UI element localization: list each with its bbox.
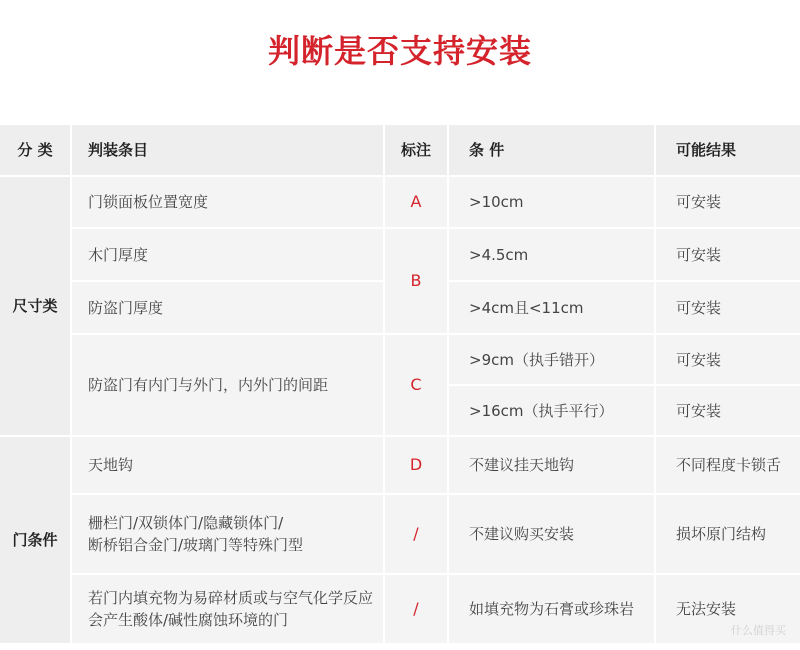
result-cell: 不同程度卡锁舌: [656, 437, 800, 493]
condition-cell: 如填充物为石膏或珍珠岩: [449, 575, 654, 643]
item-cell: 天地钩: [72, 437, 383, 493]
header-condition: 条 件: [449, 125, 654, 175]
page-title: 判断是否支持安装: [267, 32, 532, 70]
result-cell: 可安装: [656, 386, 800, 435]
header-result: 可能结果: [656, 125, 800, 175]
condition-cell: 不建议购买安装: [449, 495, 654, 573]
item-cell: 防盗门厚度: [72, 282, 383, 333]
mark-cell: C: [385, 335, 447, 435]
header-category: 分 类: [0, 125, 70, 175]
item-cell: 门锁面板位置宽度: [72, 177, 383, 227]
mark-cell: /: [385, 575, 447, 643]
mark-cell: D: [385, 437, 447, 493]
header-item: 判装条目: [72, 125, 383, 175]
mark-cell: /: [385, 495, 447, 573]
condition-cell: >4cm且<11cm: [449, 282, 654, 333]
item-cell: [72, 575, 383, 643]
item-line: 断桥铝合金门/玻璃门等特殊门型: [88, 536, 304, 554]
condition-cell: >9cm（执手错开）: [449, 335, 654, 384]
item-cell: [72, 495, 383, 573]
result-cell: 损坏原门结构: [656, 495, 800, 573]
category-door: 门条件: [0, 437, 70, 643]
item-line: 栅栏门/双锁体门/隐藏锁体门/: [88, 514, 284, 532]
mark-cell: A: [385, 177, 447, 227]
result-cell: 可安装: [656, 335, 800, 384]
item-line: 会产生酸体/碱性腐蚀环境的门: [88, 611, 289, 629]
mark-cell: B: [385, 229, 447, 333]
result-cell: 可安装: [656, 229, 800, 280]
condition-cell: >16cm（执手平行）: [449, 386, 654, 435]
condition-cell: 不建议挂天地钩: [449, 437, 654, 493]
item-cell: 木门厚度: [72, 229, 383, 280]
item-line: 若门内填充物为易碎材质或与空气化学反应: [88, 589, 374, 607]
condition-cell: >10cm: [449, 177, 654, 227]
result-cell: 可安装: [656, 282, 800, 333]
header-mark: 标注: [385, 125, 447, 175]
watermark: 什么值得买: [731, 624, 786, 637]
result-cell: 无法安装: [656, 575, 800, 643]
result-cell: 可安装: [656, 177, 800, 227]
category-size: 尺寸类: [0, 177, 70, 435]
condition-cell: >4.5cm: [449, 229, 654, 280]
item-cell: 防盗门有内门与外门，内外门的间距: [72, 335, 383, 435]
